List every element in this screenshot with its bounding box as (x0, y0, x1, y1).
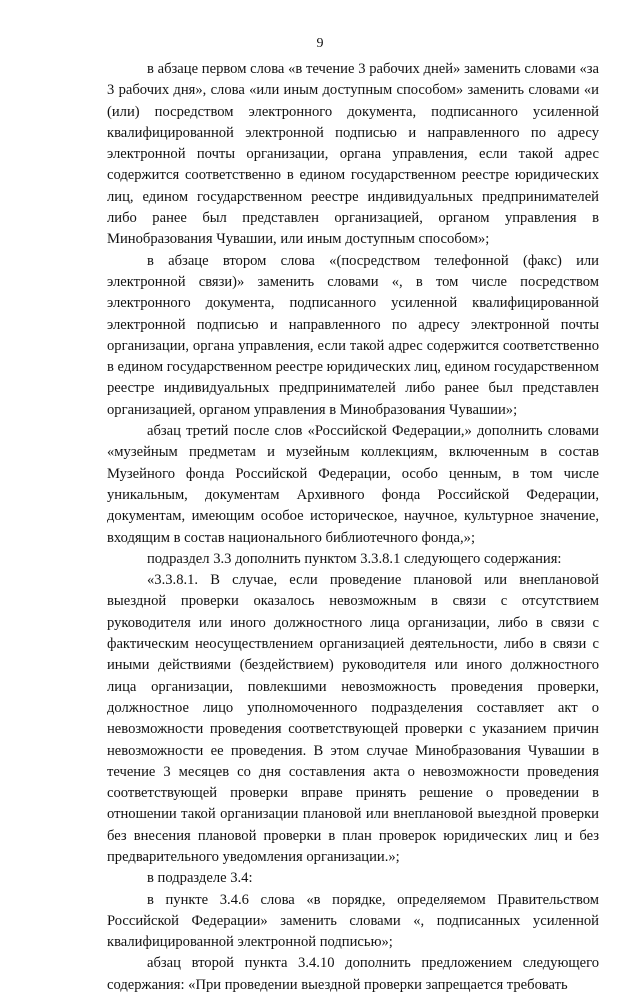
paragraph-7: в пункте 3.4.6 слова «в порядке, определяемом Правительством Российской Федерации» заменить словами «, подписанных усиленной квалифицированной электронной подписью»; (107, 891, 599, 951)
document-body (107, 59, 599, 996)
paragraph-2: в абзаце втором слова «(посредством телефонной (факс) или электронной связи)» заменить словами «, в том числе посредством электронного документа, подписанного усиленной квалифицированной электронной подписью и направленного по адресу электронной почты организации, органа управления, если такой адрес содержится соответственно в едином государственном реестре юридических лиц, едином государственном реестре индивидуальных предпринимателей либо ранее был представлен организацией, органом управления в Минобразования Чувашии»; (107, 252, 599, 418)
paragraph-1: в абзаце первом слова «в течение 3 рабочих дней» заменить словами «за 3 рабочих дня», слова «или иным доступным способом» заменить словами «и (или) посредством электронного документа, подписанного усиленной квалифицированной электронной подписью и направленного по адресу электронной почты организации, органа управления, если такой адрес содержится соответственно в едином государственном реестре юридических лиц, едином государственном реестре индивидуальных предпринимателей либо ранее был представлен организацией, органом управления в Минобразования Чувашии, или иным доступным способом»; (107, 61, 599, 248)
paragraph-3: абзац третий после слов «Российской Федерации,» дополнить словами «музейным предметам и музейным коллекциям, включенным в состав Музейного фонда Российской Федерации, особо ценным, в том числе уникальным, документам Архивного фонда Российской Федерации, документам, имеющим особое историческое, научное, культурное значение, входящим в состав национального библиотечного фонда,»; (107, 423, 599, 546)
paragraph-6: в подразделе 3.4: (147, 870, 253, 887)
page-number: 9 (316, 36, 324, 51)
paragraph-4: подраздел 3.3 дополнить пунктом 3.3.8.1 следующего содержания: (147, 550, 562, 567)
paragraph-8: абзац второй пункта 3.4.10 дополнить предложением следующего содержания: «При проведении выездной проверки запрещается требовать (107, 955, 599, 993)
paragraph-5: «3.3.8.1. В случае, если проведение плановой или внеплановой выездной проверки оказалось невозможным в связи с отсутствием руководителя или иного должностного лица организации, либо в связи с фактическим неосуществлением организацией деятельности, либо в связи с иными действиями (бездействием) руководителя или иного должностного лица организации, повлекшими невозможность проведения проверки, должностное лицо уполномоченного подразделения составляет акт о невозможности проведения соответствующей проверки с указанием причин невозможности ее проведения. В этом случае Минобразования Чувашии в течение 3 месяцев со дня составления акта о невозможности проведения соответствующей проверки вправе принять решение о проведении в отношении такой организации плановой или внеплановой выездной проверки без внесения плановой проверки в план проверок юридических лиц и без предварительного уведомления организации.»; (107, 572, 599, 865)
